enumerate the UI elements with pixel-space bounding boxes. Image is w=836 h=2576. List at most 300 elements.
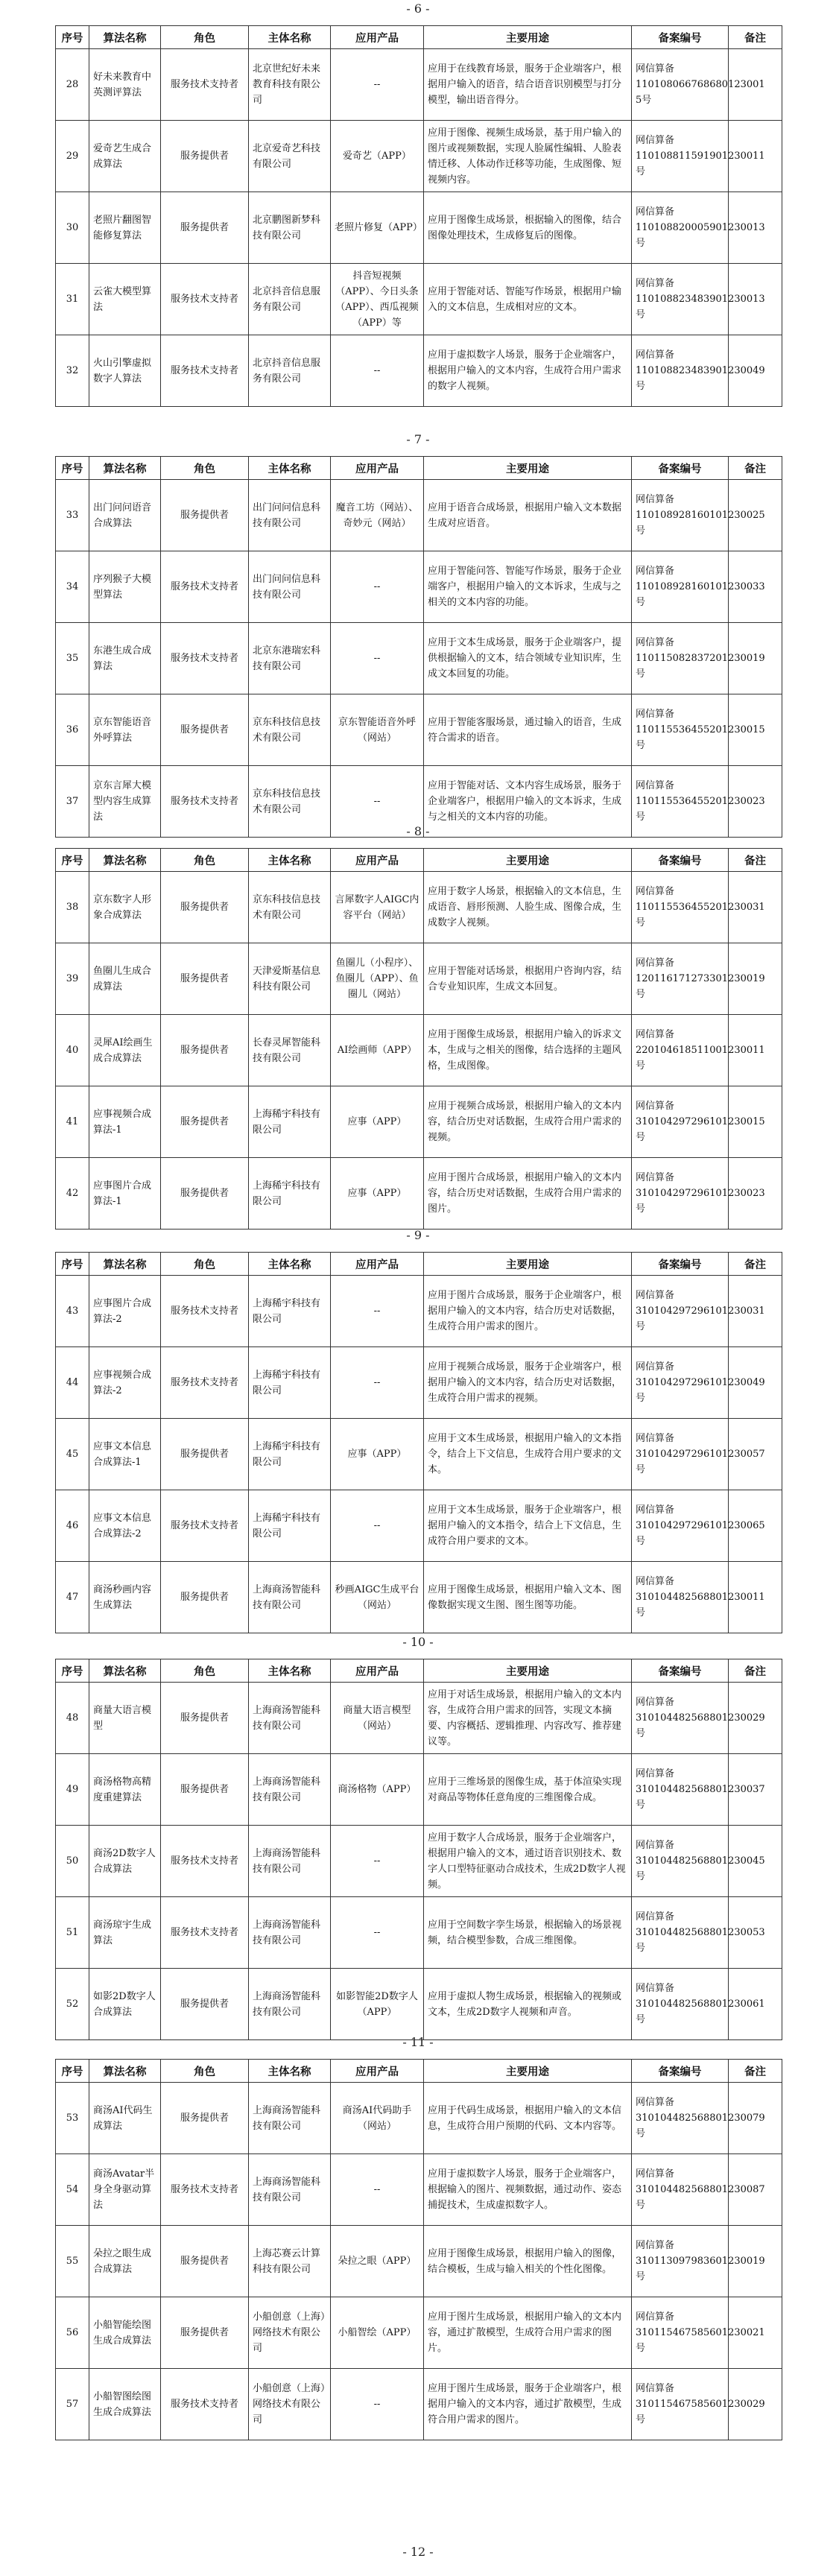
table-row (56, 264, 782, 335)
column-header: 主体名称 (249, 1253, 331, 1276)
column-header: 备案编号 (632, 26, 729, 49)
cell-purpose: 应用于在线教育场景，服务于企业端客户，根据用户输入的语音，结合语音识别模型与打分模型，输出语音得分。 (424, 49, 632, 121)
cell-record-number: 网信算备310104482568801230061号 (632, 1969, 729, 2040)
cell-entity: 北京抖音信息服务有限公司 (249, 264, 331, 335)
cell-number: 43 (56, 1276, 89, 1347)
cell-purpose: 应用于语音合成场景，根据用户输入文本数据生成对应语音。 (424, 480, 632, 551)
cell-purpose: 应用于视频合成场景，服务于企业端客户，根据用户输入的文本内容，结合历史对话数据，生成符合用户需求的视频。 (424, 1347, 632, 1419)
cell-number: 53 (56, 2083, 89, 2154)
cell-role: 服务提供者 (161, 2083, 249, 2154)
cell-record-number: 网信算备310104297296101230031号 (632, 1276, 729, 1347)
cell-product: AI绘画师（APP） (331, 1015, 424, 1086)
cell-algorithm-name: 出门问问语音合成算法 (89, 480, 161, 551)
cell-record-number: 网信算备310104297296101230065号 (632, 1490, 729, 1562)
cell-record-number: 网信算备310113097983601230019号 (632, 2226, 729, 2297)
table-row (56, 943, 782, 1015)
column-header: 主要用途 (424, 26, 632, 49)
cell-entity: 上海稀宇科技有限公司 (249, 1158, 331, 1230)
cell-product: -- (331, 766, 424, 838)
cell-entity: 京东科技信息技术有限公司 (249, 766, 331, 838)
table-row (56, 766, 782, 838)
cell-entity: 北京鹏图新梦科技有限公司 (249, 192, 331, 264)
cell-record-number: 网信算备310104297296101230015号 (632, 1086, 729, 1158)
table-row (56, 192, 782, 264)
cell-algorithm-name: 应事图片合成算法-1 (89, 1158, 161, 1230)
cell-algorithm-name: 序列猴子大模型算法 (89, 551, 161, 623)
column-header: 备注 (729, 457, 782, 480)
cell-purpose: 应用于图片生成场景，服务于企业端客户，根据用户输入的文本内容，通过扩散模型，生成符合用户需求的图片。 (424, 2369, 632, 2440)
cell-purpose: 应用于图像生成场景，根据输入的图像，结合图像处理技术，生成修复后的图像。 (424, 192, 632, 264)
cell-entity: 出门问问信息科技有限公司 (249, 551, 331, 623)
cell-purpose: 应用于智能问答、智能写作场景，服务于企业端客户，根据用户输入的文本诉求，生成与之相关的文本内容的功能。 (424, 551, 632, 623)
cell-product: 鱼圈儿（小程序）、鱼圈儿（APP）、鱼圈儿（网站） (331, 943, 424, 1015)
column-header: 应用产品 (331, 1659, 424, 1683)
cell-role: 服务提供者 (161, 121, 249, 192)
column-header: 序号 (56, 1659, 89, 1683)
table-row (56, 1086, 782, 1158)
table-row (56, 1347, 782, 1419)
column-header: 应用产品 (331, 849, 424, 872)
page-number: - 9 - (406, 1228, 430, 1242)
cell-role: 服务技术支持者 (161, 2369, 249, 2440)
column-header: 序号 (56, 849, 89, 872)
cell-number: 39 (56, 943, 89, 1015)
cell-algorithm-name: 如影2D数字人合成算法 (89, 1969, 161, 2040)
table-section (55, 1659, 782, 2040)
cell-product: 小船智绘（APP） (331, 2297, 424, 2369)
cell-role: 服务提供者 (161, 1086, 249, 1158)
cell-number: 49 (56, 1754, 89, 1826)
cell-record-number: 网信算备310104482568801230045号 (632, 1826, 729, 1897)
cell-entity: 出门问问信息科技有限公司 (249, 480, 331, 551)
column-header: 角色 (161, 457, 249, 480)
table-row (56, 1826, 782, 1897)
cell-record-number: 网信算备310104482568801230079号 (632, 2083, 729, 2154)
column-header: 主要用途 (424, 2060, 632, 2083)
cell-entity: 北京东港瑞宏科技有限公司 (249, 623, 331, 694)
cell-purpose: 应用于图片生成场景，根据用户输入的文本内容，通过扩散模型，生成符合用户需求的图片。 (424, 2297, 632, 2369)
cell-algorithm-name: 京东数字人形象合成算法 (89, 872, 161, 943)
cell-entity: 长春灵犀智能科技有限公司 (249, 1015, 331, 1086)
page-number: - 12 - (402, 2545, 434, 2559)
column-header: 算法名称 (89, 849, 161, 872)
cell-algorithm-name: 商汤格物高精度重建算法 (89, 1754, 161, 1826)
table-section (55, 1252, 782, 1633)
cell-algorithm-name: 小船智图绘图生成合成算法 (89, 2369, 161, 2440)
table-row (56, 1015, 782, 1086)
cell-product: -- (331, 1276, 424, 1347)
cell-role: 服务提供者 (161, 1754, 249, 1826)
cell-record-number: 网信算备110108811591901230011号 (632, 121, 729, 192)
header-row (56, 849, 782, 872)
cell-number: 30 (56, 192, 89, 264)
cell-algorithm-name: 应事视频合成算法-2 (89, 1347, 161, 1419)
cell-algorithm-name: 应事文本信息合成算法-1 (89, 1419, 161, 1490)
cell-algorithm-name: 应事文本信息合成算法-2 (89, 1490, 161, 1562)
column-header: 角色 (161, 849, 249, 872)
page-number: - 6 - (406, 1, 430, 16)
cell-algorithm-name: 朵拉之眼生成合成算法 (89, 2226, 161, 2297)
table-row (56, 480, 782, 551)
cell-purpose: 应用于智能对话场景，根据用户咨询内容，结合专业知识库，生成文本回复。 (424, 943, 632, 1015)
cell-number: 55 (56, 2226, 89, 2297)
header-row (56, 1659, 782, 1683)
cell-record-number: 网信算备310104297296101230057号 (632, 1419, 729, 1490)
table-row (56, 623, 782, 694)
cell-entity: 上海商汤智能科技有限公司 (249, 1897, 331, 1969)
cell-algorithm-name: 商汤秒画内容生成算法 (89, 1562, 161, 1633)
cell-product: -- (331, 1897, 424, 1969)
cell-purpose: 应用于对话生成场景，根据用户输入的文本内容，生成符合用户需求的回答，实现文本摘要、内容概括、逻辑推理、内容改写、推荐建议等。 (424, 1683, 632, 1754)
cell-purpose: 应用于虚拟人物生成场景，根据输入的视频或文本，生成2D数字人视频和声音。 (424, 1969, 632, 2040)
column-header: 备案编号 (632, 1253, 729, 1276)
cell-product: 商汤格物（APP） (331, 1754, 424, 1826)
cell-algorithm-name: 云雀大模型算法 (89, 264, 161, 335)
cell-purpose: 应用于图片合成场景，服务于企业端客户，根据用户输入的文本内容，结合历史对话数据，生成符合用户需求的图片。 (424, 1276, 632, 1347)
table-row (56, 2297, 782, 2369)
column-header: 序号 (56, 26, 89, 49)
column-header: 主体名称 (249, 457, 331, 480)
cell-number: 56 (56, 2297, 89, 2369)
cell-number: 35 (56, 623, 89, 694)
cell-algorithm-name: 小船智能绘图生成合成算法 (89, 2297, 161, 2369)
cell-record-number: 网信算备310115467585601230029号 (632, 2369, 729, 2440)
cell-role: 服务技术支持者 (161, 1347, 249, 1419)
table-row (56, 1754, 782, 1826)
header-row (56, 2060, 782, 2083)
column-header: 备案编号 (632, 849, 729, 872)
cell-entity: 京东科技信息技术有限公司 (249, 872, 331, 943)
cell-algorithm-name: 老照片翻图智能修复算法 (89, 192, 161, 264)
registry-table (55, 456, 782, 838)
cell-product: 抖音短视频（APP）、今日头条（APP）、西瓜视频（APP）等 (331, 264, 424, 335)
table-section (55, 25, 782, 407)
cell-product: 朵拉之眼（APP） (331, 2226, 424, 2297)
cell-number: 31 (56, 264, 89, 335)
table-row (56, 1276, 782, 1347)
column-header: 主体名称 (249, 1659, 331, 1683)
cell-algorithm-name: 京东言犀大模型内容生成算法 (89, 766, 161, 838)
column-header: 备注 (729, 849, 782, 872)
cell-role: 服务技术支持者 (161, 766, 249, 838)
cell-purpose: 应用于智能对话、文本内容生成场景，服务于企业端客户，根据用户输入的文本诉求，生成与之相关的文本内容的功能。 (424, 766, 632, 838)
column-header: 应用产品 (331, 457, 424, 480)
page-number: - 7 - (406, 432, 430, 446)
cell-product: 言犀数字人AIGC内容平台（网站） (331, 872, 424, 943)
cell-number: 54 (56, 2154, 89, 2226)
cell-product: 老照片修复（APP） (331, 192, 424, 264)
column-header: 备案编号 (632, 2060, 729, 2083)
cell-entity: 北京爱奇艺科技有限公司 (249, 121, 331, 192)
column-header: 算法名称 (89, 1253, 161, 1276)
column-header: 主要用途 (424, 1253, 632, 1276)
cell-number: 34 (56, 551, 89, 623)
cell-number: 42 (56, 1158, 89, 1230)
header-row (56, 1253, 782, 1276)
cell-product: -- (331, 49, 424, 121)
table-row (56, 872, 782, 943)
cell-role: 服务提供者 (161, 1562, 249, 1633)
cell-record-number: 网信算备310104297296101230023号 (632, 1158, 729, 1230)
cell-entity: 小船创意（上海）网络技术有限公司 (249, 2369, 331, 2440)
column-header: 角色 (161, 1659, 249, 1683)
cell-purpose: 应用于虚拟数字人场景，服务于企业端客户，根据用户输入的文本内容，生成符合用户需求的数字人视频。 (424, 335, 632, 407)
cell-record-number: 网信算备110115536455201230023号 (632, 766, 729, 838)
table-row (56, 2154, 782, 2226)
cell-number: 44 (56, 1347, 89, 1419)
table-row (56, 1158, 782, 1230)
cell-product: -- (331, 1490, 424, 1562)
cell-algorithm-name: 商汤琼宇生成算法 (89, 1897, 161, 1969)
cell-record-number: 网信算备110108820005901230013号 (632, 192, 729, 264)
cell-product: -- (331, 335, 424, 407)
cell-number: 47 (56, 1562, 89, 1633)
cell-number: 46 (56, 1490, 89, 1562)
cell-record-number: 网信算备220104618511001230011号 (632, 1015, 729, 1086)
cell-record-number: 网信算备120116171273301230019号 (632, 943, 729, 1015)
cell-entity: 上海商汤智能科技有限公司 (249, 1826, 331, 1897)
cell-role: 服务提供者 (161, 943, 249, 1015)
cell-product: 爱奇艺（APP） (331, 121, 424, 192)
cell-purpose: 应用于虚拟数字人场景，服务于企业端客户，根据输入的图片、视频数据，通过动作、姿态捕捉技术，生成虚拟数字人。 (424, 2154, 632, 2226)
table-row (56, 49, 782, 121)
cell-product: -- (331, 2154, 424, 2226)
cell-role: 服务技术支持者 (161, 2154, 249, 2226)
cell-purpose: 应用于视频合成场景，根据用户输入的文本内容，结合历史对话数据，生成符合用户需求的视频。 (424, 1086, 632, 1158)
cell-role: 服务技术支持者 (161, 49, 249, 121)
table-section (55, 2059, 782, 2440)
cell-product: -- (331, 1826, 424, 1897)
cell-role: 服务提供者 (161, 1969, 249, 2040)
cell-role: 服务技术支持者 (161, 1490, 249, 1562)
cell-role: 服务提供者 (161, 192, 249, 264)
cell-role: 服务技术支持者 (161, 623, 249, 694)
cell-purpose: 应用于空间数字孪生场景，根据输入的场景视频，结合模型参数，合成三维图像。 (424, 1897, 632, 1969)
cell-number: 41 (56, 1086, 89, 1158)
cell-purpose: 应用于文本生成场景，服务于企业端客户，提供根据输入的文本，结合领域专业知识库，生成文本回复的功能。 (424, 623, 632, 694)
page-number: - 10 - (402, 1635, 434, 1649)
cell-purpose: 应用于文本生成场景，服务于企业端客户，根据用户输入的文本指令，结合上下文信息，生成符合用户要求的文本。 (424, 1490, 632, 1562)
cell-number: 33 (56, 480, 89, 551)
column-header: 应用产品 (331, 26, 424, 49)
cell-purpose: 应用于智能客服场景，通过输入的语音，生成符合需求的语音。 (424, 694, 632, 766)
cell-purpose: 应用于数字人场景，根据输入的文本信息，生成语音、唇形预测、人脸生成、图像合成，生成数字人视频。 (424, 872, 632, 943)
table-row (56, 1897, 782, 1969)
column-header: 主要用途 (424, 849, 632, 872)
table-row (56, 2083, 782, 2154)
cell-product: 魔音工坊（网站）、奇妙元（网站） (331, 480, 424, 551)
column-header: 应用产品 (331, 2060, 424, 2083)
cell-record-number: 网信算备310104297296101230049号 (632, 1347, 729, 1419)
cell-purpose: 应用于数字人合成场景，服务于企业端客户，根据用户输入的文本，通过语音识别技术、数字人口型特征驱动合成技术，生成2D数字人视频。 (424, 1826, 632, 1897)
cell-product: -- (331, 623, 424, 694)
table-row (56, 2369, 782, 2440)
column-header: 序号 (56, 457, 89, 480)
cell-record-number: 网信算备110108928160101230033号 (632, 551, 729, 623)
cell-number: 36 (56, 694, 89, 766)
cell-role: 服务提供者 (161, 2226, 249, 2297)
cell-entity: 上海商汤智能科技有限公司 (249, 1683, 331, 1754)
page-number: - 8 - (406, 824, 430, 838)
table-row (56, 694, 782, 766)
cell-product: 应事（APP） (331, 1158, 424, 1230)
table-row (56, 1562, 782, 1633)
column-header: 序号 (56, 1253, 89, 1276)
cell-algorithm-name: 灵犀AI绘画生成合成算法 (89, 1015, 161, 1086)
cell-record-number: 网信算备310104482568801230029号 (632, 1683, 729, 1754)
table-section (55, 848, 782, 1230)
cell-number: 29 (56, 121, 89, 192)
column-header: 主体名称 (249, 849, 331, 872)
column-header: 算法名称 (89, 1659, 161, 1683)
cell-record-number: 网信算备110108066768680123001 5号 (632, 49, 729, 121)
cell-number: 52 (56, 1969, 89, 2040)
cell-entity: 上海商汤智能科技有限公司 (249, 2083, 331, 2154)
cell-product: -- (331, 551, 424, 623)
registry-table (55, 1252, 782, 1633)
column-header: 备注 (729, 1659, 782, 1683)
cell-role: 服务技术支持者 (161, 1826, 249, 1897)
cell-number: 45 (56, 1419, 89, 1490)
cell-record-number: 网信算备110108928160101230025号 (632, 480, 729, 551)
cell-number: 38 (56, 872, 89, 943)
cell-role: 服务技术支持者 (161, 551, 249, 623)
column-header: 备案编号 (632, 457, 729, 480)
cell-purpose: 应用于图像生成场景，根据用户输入的诉求文本，生成与之相关的图像，结合选择的主题风格，生成图像。 (424, 1015, 632, 1086)
cell-purpose: 应用于文本生成场景，根据用户输入的文本指令，结合上下文信息，生成符合用户要求的文本。 (424, 1419, 632, 1490)
cell-record-number: 网信算备310104482568801230037号 (632, 1754, 729, 1826)
cell-purpose: 应用于图像、视频生成场景，基于用户输入的图片或视频数据，实现人脸属性编辑、人脸表情迁移、人体动作迁移等功能，生成图像、短视频内容。 (424, 121, 632, 192)
cell-record-number: 网信算备110115536455201230031号 (632, 872, 729, 943)
column-header: 主要用途 (424, 457, 632, 480)
cell-product: 京东智能语音外呼（网站） (331, 694, 424, 766)
table-row (56, 121, 782, 192)
column-header: 备案编号 (632, 1659, 729, 1683)
cell-algorithm-name: 鱼圈儿生成合成算法 (89, 943, 161, 1015)
cell-product: 商汤AI代码助手（网站） (331, 2083, 424, 2154)
cell-algorithm-name: 火山引擎虚拟数字人算法 (89, 335, 161, 407)
cell-algorithm-name: 商量大语言模型 (89, 1683, 161, 1754)
cell-entity: 北京抖音信息服务有限公司 (249, 335, 331, 407)
cell-purpose: 应用于代码生成场景，根据用户输入的文本信息，生成符合用户预期的代码、文本内容等。 (424, 2083, 632, 2154)
cell-role: 服务提供者 (161, 1419, 249, 1490)
column-header: 备注 (729, 1253, 782, 1276)
table-row (56, 1419, 782, 1490)
table-row (56, 551, 782, 623)
registry-table (55, 1659, 782, 2040)
cell-record-number: 网信算备310104482568801230087号 (632, 2154, 729, 2226)
cell-number: 51 (56, 1897, 89, 1969)
registry-table (55, 25, 782, 407)
cell-number: 40 (56, 1015, 89, 1086)
table-section (55, 456, 782, 838)
cell-entity: 上海稀宇科技有限公司 (249, 1419, 331, 1490)
cell-algorithm-name: 爱奇艺生成合成算法 (89, 121, 161, 192)
cell-number: 37 (56, 766, 89, 838)
cell-record-number: 网信算备310104482568801230053号 (632, 1897, 729, 1969)
cell-product: -- (331, 1347, 424, 1419)
column-header: 应用产品 (331, 1253, 424, 1276)
cell-number: 57 (56, 2369, 89, 2440)
cell-entity: 小船创意（上海）网络技术有限公司 (249, 2297, 331, 2369)
cell-product: 商量大语言模型（网站） (331, 1683, 424, 1754)
cell-record-number: 网信算备110115536455201230015号 (632, 694, 729, 766)
cell-role: 服务提供者 (161, 872, 249, 943)
cell-record-number: 网信算备310115467585601230021号 (632, 2297, 729, 2369)
cell-entity: 上海商汤智能科技有限公司 (249, 2154, 331, 2226)
column-header: 主体名称 (249, 2060, 331, 2083)
cell-purpose: 应用于图像生成场景，根据用户输入文本、图像数据实现文生图、图生图等功能。 (424, 1562, 632, 1633)
cell-algorithm-name: 好未来教育中英测评算法 (89, 49, 161, 121)
cell-entity: 上海稀宇科技有限公司 (249, 1347, 331, 1419)
column-header: 算法名称 (89, 457, 161, 480)
cell-role: 服务提供者 (161, 1158, 249, 1230)
page-number: - 11 - (402, 2035, 434, 2049)
cell-number: 28 (56, 49, 89, 121)
cell-product: 秒画AIGC生成平台（网站） (331, 1562, 424, 1633)
column-header: 主体名称 (249, 26, 331, 49)
cell-role: 服务技术支持者 (161, 335, 249, 407)
cell-role: 服务提供者 (161, 1683, 249, 1754)
cell-number: 32 (56, 335, 89, 407)
table-row (56, 335, 782, 407)
cell-number: 50 (56, 1826, 89, 1897)
cell-role: 服务提供者 (161, 2297, 249, 2369)
cell-purpose: 应用于智能对话、智能写作场景，根据用户输入的文本信息，生成相对应的文本。 (424, 264, 632, 335)
cell-entity: 上海稀宇科技有限公司 (249, 1086, 331, 1158)
cell-role: 服务提供者 (161, 694, 249, 766)
cell-algorithm-name: 商汤2D数字人合成算法 (89, 1826, 161, 1897)
cell-role: 服务技术支持者 (161, 1276, 249, 1347)
table-row (56, 2226, 782, 2297)
registry-table (55, 848, 782, 1230)
cell-record-number: 网信算备110115082837201230019号 (632, 623, 729, 694)
cell-entity: 上海商汤智能科技有限公司 (249, 1969, 331, 2040)
cell-entity: 上海芯赛云计算科技有限公司 (249, 2226, 331, 2297)
table-row (56, 1969, 782, 2040)
registry-table (55, 2059, 782, 2440)
cell-algorithm-name: 应事视频合成算法-1 (89, 1086, 161, 1158)
column-header: 角色 (161, 2060, 249, 2083)
cell-product: 如影智能2D数字人（APP） (331, 1969, 424, 2040)
cell-purpose: 应用于图像生成场景，根据用户输入的图像，结合模板，生成与输入相关的个性化图像。 (424, 2226, 632, 2297)
column-header: 算法名称 (89, 2060, 161, 2083)
cell-entity: 上海稀宇科技有限公司 (249, 1276, 331, 1347)
cell-record-number: 网信算备110108823483901230049号 (632, 335, 729, 407)
cell-role: 服务提供者 (161, 480, 249, 551)
header-row (56, 26, 782, 49)
cell-product: -- (331, 2369, 424, 2440)
cell-product: 应事（APP） (331, 1086, 424, 1158)
column-header: 备注 (729, 26, 782, 49)
column-header: 算法名称 (89, 26, 161, 49)
cell-algorithm-name: 京东智能语音外呼算法 (89, 694, 161, 766)
column-header: 主要用途 (424, 1659, 632, 1683)
column-header: 备注 (729, 2060, 782, 2083)
cell-entity: 京东科技信息技术有限公司 (249, 694, 331, 766)
cell-entity: 天津爱斯基信息科技有限公司 (249, 943, 331, 1015)
cell-algorithm-name: 商汤Avatar半身全身驱动算法 (89, 2154, 161, 2226)
cell-record-number: 网信算备310104482568801230011号 (632, 1562, 729, 1633)
cell-algorithm-name: 应事图片合成算法-2 (89, 1276, 161, 1347)
cell-purpose: 应用于图片合成场景，根据用户输入的文本内容，结合历史对话数据，生成符合用户需求的图片。 (424, 1158, 632, 1230)
cell-product: 应事（APP） (331, 1419, 424, 1490)
column-header: 序号 (56, 2060, 89, 2083)
cell-role: 服务提供者 (161, 1015, 249, 1086)
cell-entity: 上海商汤智能科技有限公司 (249, 1562, 331, 1633)
header-row (56, 457, 782, 480)
cell-role: 服务技术支持者 (161, 264, 249, 335)
